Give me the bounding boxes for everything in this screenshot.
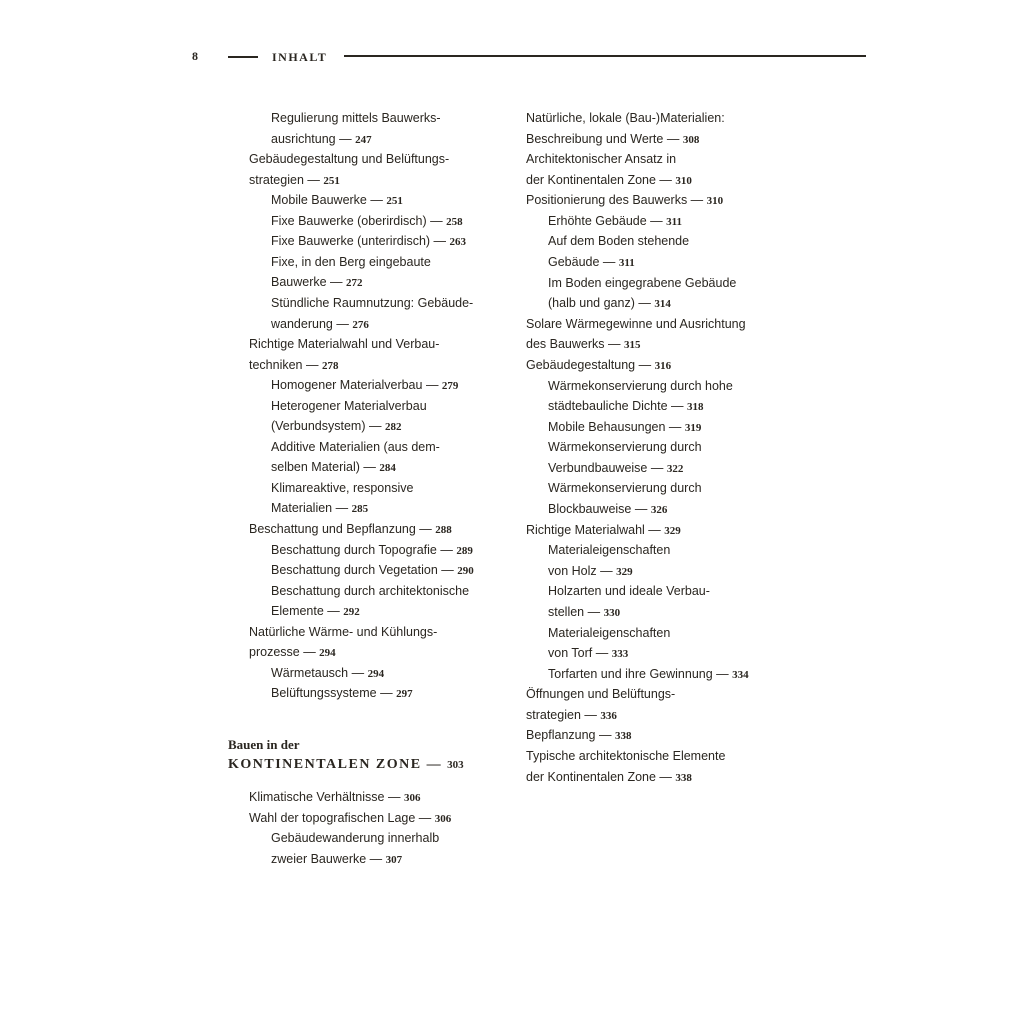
toc-entry-title: von Torf —: [548, 646, 612, 661]
header-rule-short: [228, 56, 258, 58]
toc-entry-title: stellen —: [548, 604, 604, 619]
toc-entry: [548, 254, 635, 271]
toc-entry-title: Wärmekonservierung durch: [548, 440, 702, 455]
toc-entry-page-number: 297: [396, 688, 413, 701]
toc-entry-page-number: 292: [343, 606, 360, 619]
toc-entry-title: Bepflanzung —: [526, 728, 615, 743]
toc-entry: [548, 419, 701, 436]
toc-entry: [271, 377, 458, 394]
toc-entry: [271, 439, 440, 455]
toc-entry-page-number: 316: [654, 359, 672, 372]
toc-entry: [526, 748, 725, 764]
toc-entry-page-number: 330: [603, 606, 621, 619]
toc-entry: [526, 151, 676, 167]
toc-entry: [271, 131, 372, 148]
toc-entry: [548, 378, 733, 394]
toc-entry-title: Elemente —: [271, 604, 344, 619]
toc-entry-title: Beschattung durch Vegetation —: [271, 563, 458, 578]
toc-entry-page-number: 336: [600, 709, 617, 722]
toc-entry-title: Materialien —: [271, 501, 352, 516]
toc-entry: [548, 480, 702, 496]
toc-entry-page-number: 263: [449, 236, 467, 249]
toc-entry: [271, 418, 401, 435]
toc-entry-title: Positionierung des Bauwerks —: [526, 193, 707, 208]
toc-entry-title: Beschattung und Bepflanzung —: [249, 522, 436, 536]
toc-entry: [526, 110, 725, 126]
toc-entry-title: Additive Materialien (aus dem-: [271, 439, 440, 454]
toc-entry: [548, 604, 620, 621]
toc-entry-title: Auf dem Boden stehende: [548, 234, 690, 249]
toc-entry-page-number: 294: [367, 667, 385, 680]
toc-entry-title: Gebäudegestaltung —: [526, 357, 655, 372]
toc-entry: [548, 563, 633, 580]
toc-entry-page-number: 329: [616, 565, 633, 578]
toc-entry: [526, 316, 746, 332]
toc-entry: [526, 727, 631, 744]
toc-entry-title: Klimatische Verhältnisse —: [249, 790, 404, 804]
section-label: Bauen in der: [228, 737, 300, 752]
toc-entry: [249, 789, 420, 806]
toc-entry: [548, 439, 702, 455]
toc-entry: [548, 275, 736, 291]
toc-entry: [249, 357, 338, 374]
toc-entry-title: Blockbauweise —: [548, 502, 651, 517]
toc-entry: [271, 830, 439, 846]
toc-entry-title: wanderung —: [271, 316, 353, 331]
toc-entry: [271, 542, 473, 559]
toc-entry-title: Stündliche Raumnutzung: Gebäude-: [271, 295, 474, 310]
toc-entry-title: techniken —: [249, 357, 322, 372]
toc-entry-title: Klimareaktive, responsive: [271, 480, 414, 495]
toc-entry: [548, 583, 710, 599]
toc-entry-title: Im Boden eingegrabene Gebäude: [548, 275, 737, 290]
toc-entry-page-number: 289: [456, 544, 473, 557]
toc-entry-title: prozesse —: [249, 645, 320, 660]
toc-entry: [249, 172, 340, 189]
toc-entry: [271, 274, 363, 291]
toc-entry-title: Bauwerke —: [271, 275, 347, 290]
toc-entry: [526, 686, 675, 702]
section-title-text: KONTINENTALEN ZONE —: [228, 757, 448, 772]
toc-entry-title: Torfarten und ihre Gewinnung —: [548, 666, 733, 681]
toc-entry-page-number: 288: [435, 524, 452, 536]
toc-entry-title: Typische architektonische Elemente: [526, 748, 726, 763]
toc-entry-title: Holzarten und ideale Verbau-: [548, 584, 710, 599]
toc-entry: [271, 459, 396, 476]
toc-entry-title: von Holz —: [548, 563, 617, 578]
toc-entry: [249, 624, 437, 640]
toc-entry-page-number: 329: [664, 524, 681, 537]
toc-entry-title: strategien —: [526, 707, 601, 722]
toc-entry-page-number: 284: [379, 462, 396, 475]
toc-entry: [548, 666, 749, 683]
toc-entry-title: Heterogener Materialverbau: [271, 398, 427, 413]
toc-entry: [548, 398, 703, 415]
toc-entry-title: Beschattung durch architektonische: [271, 583, 470, 598]
toc-entry-page-number: 279: [441, 380, 459, 393]
toc-entry: [271, 233, 466, 250]
toc-entry-title: selben Material) —: [271, 460, 380, 475]
toc-entry-page-number: 315: [623, 339, 641, 352]
toc-entry-page-number: 307: [385, 853, 403, 866]
toc-entry-title: (Verbundsystem) —: [271, 419, 385, 434]
toc-entry-title: Gebäudewanderung innerhalb: [271, 831, 440, 845]
toc-entry: [271, 213, 463, 230]
toc-entry-title: Fixe Bauwerke (oberirdisch) —: [271, 213, 447, 228]
toc-entry-page-number: 247: [355, 133, 372, 146]
toc-entry-title: Verbundbauweise —: [548, 460, 667, 475]
toc-entry: [271, 480, 413, 496]
toc-entry-title: (halb und ganz) —: [548, 296, 655, 311]
toc-entry-title: Fixe Bauwerke (unterirdisch) —: [271, 234, 450, 249]
toc-entry: [271, 603, 360, 620]
toc-entry-title: Wahl der topografischen Lage —: [249, 810, 435, 825]
toc-entry-title: der Kontinentalen Zone —: [526, 172, 676, 187]
toc-entry-page-number: 308: [682, 133, 700, 146]
toc-entry: [249, 521, 452, 538]
toc-entry-page-number: 285: [351, 503, 369, 516]
header-rule-long: [344, 55, 866, 57]
toc-entry-page-number: 294: [319, 647, 336, 660]
toc-entry: [526, 769, 692, 786]
toc-entry: [526, 192, 723, 209]
toc-entry-title: des Bauwerks —: [526, 337, 624, 352]
toc-entry: [526, 522, 681, 539]
toc-entry-page-number: 338: [614, 730, 632, 743]
toc-entry-title: ausrichtung —: [271, 131, 356, 146]
toc-entry-page-number: 326: [650, 504, 668, 517]
toc-entry-title: Regulierung mittels Bauwerks-: [271, 111, 441, 125]
toc-entry: [548, 295, 671, 312]
toc-entry-title: der Kontinentalen Zone —: [526, 769, 676, 784]
toc-entry: [249, 336, 439, 352]
toc-entry: [526, 336, 640, 353]
page-number: 8: [192, 49, 198, 63]
toc-entry: [271, 398, 427, 414]
toc-entry-page-number: 333: [611, 648, 629, 661]
toc-entry-title: Solare Wärmegewinne und Ausrichtung: [526, 316, 746, 331]
toc-entry-page-number: 306: [403, 792, 421, 804]
toc-entry: [548, 645, 628, 662]
toc-entry-page-number: 290: [457, 565, 474, 578]
toc-entry: [271, 851, 402, 868]
toc-entry: [271, 295, 473, 311]
toc-entry-title: Fixe, in den Berg eingebaute: [271, 254, 431, 269]
toc-entry-page-number: 318: [686, 401, 704, 414]
toc-entry-title: Wärmetausch —: [271, 665, 368, 680]
toc-entry-title: Öffnungen und Belüftungs-: [526, 687, 676, 702]
toc-entry-title: Richtige Materialwahl —: [526, 522, 665, 537]
toc-entry-title: Belüftungssysteme —: [271, 686, 397, 701]
toc-entry: [548, 542, 670, 558]
toc-entry-page-number: 282: [384, 421, 402, 434]
toc-entry: [271, 665, 384, 682]
toc-entry-title: städtebauliche Dichte —: [548, 399, 687, 414]
toc-entry-page-number: 319: [684, 421, 702, 434]
toc-entry: [271, 192, 403, 209]
toc-entry-page-number: 251: [323, 174, 340, 187]
toc-entry-page-number: 276: [352, 318, 369, 331]
toc-entry-title: Mobile Behausungen —: [548, 419, 685, 434]
toc-entry-title: Natürliche, lokale (Bau-)Materialien:: [526, 111, 725, 125]
toc-entry-title: Wärmekonservierung durch hohe: [548, 378, 733, 393]
toc-entry: [271, 254, 431, 270]
page-title: INHALT: [272, 50, 328, 64]
section-title: [228, 757, 464, 773]
toc-entry-title: Erhöhte Gebäude —: [548, 213, 667, 228]
toc-entry: [249, 644, 336, 661]
section-page-number: 303: [447, 759, 464, 771]
toc-entry-page-number: 278: [321, 359, 339, 372]
toc-entry: [526, 357, 671, 374]
toc-entry: [271, 110, 441, 126]
toc-entry: [526, 172, 692, 189]
toc-entry-title: Materialeigenschaften: [548, 625, 671, 640]
toc-entry: [548, 625, 670, 641]
toc-entry-page-number: 310: [675, 174, 692, 187]
toc-entry-page-number: 334: [732, 668, 749, 681]
toc-entry-page-number: 258: [446, 215, 463, 228]
toc-entry: [548, 460, 683, 477]
toc-entry-title: Gebäudegestaltung und Belüftungs-: [249, 152, 450, 167]
toc-entry-title: Natürliche Wärme- und Kühlungs-: [249, 624, 438, 639]
toc-entry-title: Homogener Materialverbau —: [271, 378, 442, 393]
toc-entry: [271, 316, 369, 333]
toc-entry: [526, 707, 617, 724]
toc-entry-page-number: 322: [666, 462, 684, 475]
toc-entry: [271, 583, 469, 599]
toc-entry-page-number: 306: [434, 812, 452, 825]
toc-entry: [271, 685, 413, 702]
page-header: [0, 0, 1024, 80]
toc-entry-page-number: 311: [618, 257, 635, 270]
toc-entry-title: zweier Bauwerke —: [271, 851, 386, 866]
toc-entry: [548, 501, 667, 518]
toc-entry-title: Richtige Materialwahl und Verbau-: [249, 337, 440, 352]
toc-entry-title: Wärmekonservierung durch: [548, 481, 702, 496]
toc-entry: [548, 233, 689, 249]
toc-entry: [249, 151, 449, 167]
toc-entry-page-number: 314: [654, 298, 671, 311]
toc-entry-title: Beschattung durch Topografie —: [271, 542, 457, 557]
toc-entry-page-number: 272: [346, 277, 363, 290]
toc-entry-title: Materialeigenschaften: [548, 543, 671, 558]
toc-entry: [249, 810, 451, 827]
toc-entry-title: Architektonischer Ansatz in: [526, 152, 677, 167]
toc-entry-title: Mobile Bauwerke —: [271, 193, 387, 208]
toc-entry-title: strategien —: [249, 172, 324, 187]
toc-entry-page-number: 311: [666, 215, 683, 228]
toc-entry-page-number: 251: [386, 195, 403, 208]
toc-entry: [548, 213, 682, 230]
toc-entry: [526, 131, 699, 148]
toc-entry-title: Gebäude —: [548, 255, 619, 270]
toc-entry: [271, 562, 474, 579]
toc-entry-title: Beschreibung und Werte —: [526, 131, 683, 146]
toc-entry: [271, 500, 368, 517]
toc-entry-page-number: 338: [675, 771, 692, 784]
toc-entry-page-number: 310: [706, 195, 724, 208]
